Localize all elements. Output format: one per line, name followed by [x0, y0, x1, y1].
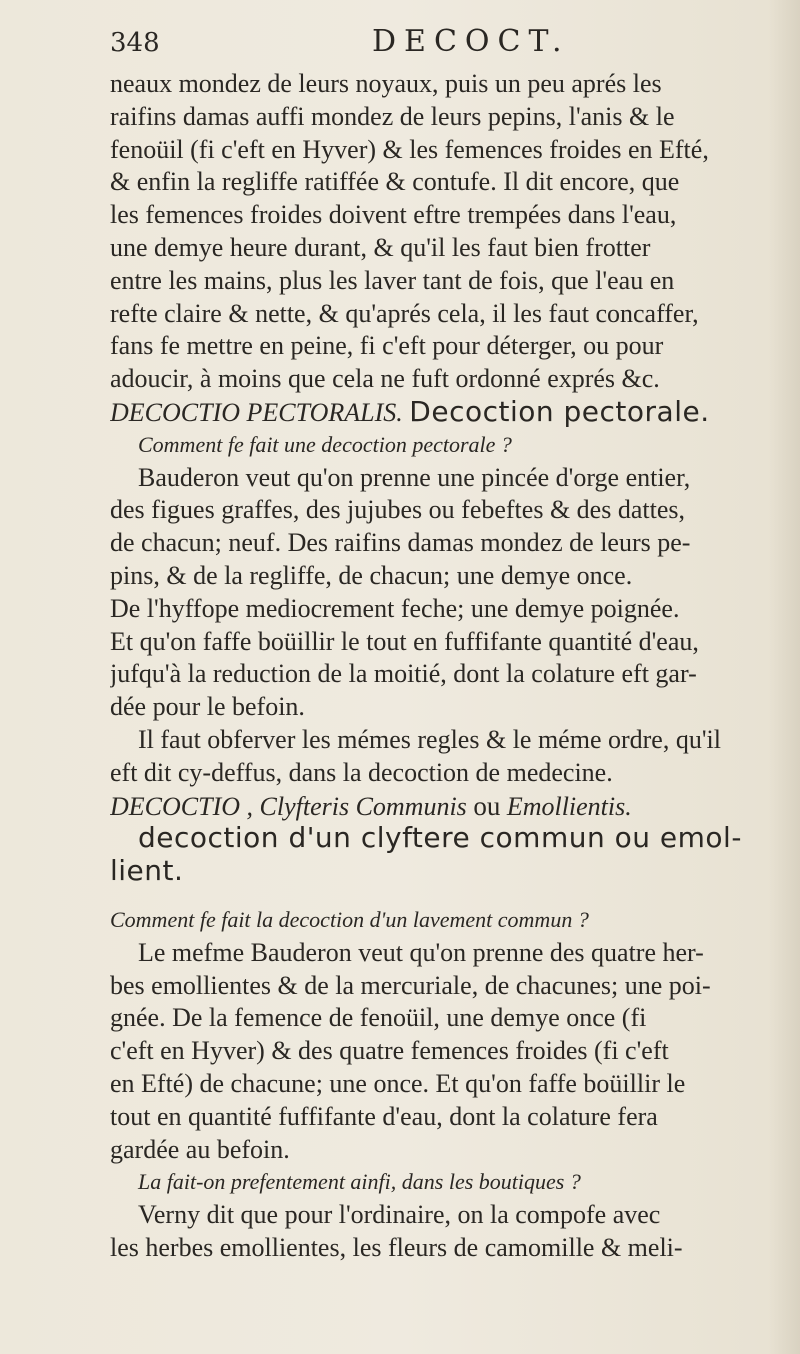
- text-line: une demye heure durant, & qu'il les faut bien frotter: [110, 232, 651, 262]
- text-line: Verny dit que pour l'ordinaire, on la compofe avec: [138, 1200, 661, 1230]
- text-line: tout en quantité fuffifante d'eau, dont la colature fera: [110, 1101, 658, 1131]
- text-line: Il faut obferver les mémes regles & le méme ordre, qu'il: [138, 724, 721, 754]
- text-line: raifins damas auffi mondez de leurs pepins, l'anis & le: [110, 101, 675, 131]
- text-line: Et qu'on faffe boüillir le tout en fuffifante quantité d'eau,: [110, 626, 699, 656]
- text-line: pins, & de la regliffe, de chacun; une demye once.: [110, 560, 633, 590]
- text-line: les herbes emollientes, les fleurs de camomille & meli-: [110, 1232, 683, 1262]
- text-line: adoucir, à moins que cela ne fuft ordonné exprés &c.: [110, 364, 660, 394]
- heading-latin-end: Emollientis.: [506, 791, 632, 821]
- question-line: La fait-on prefentement ainfi, dans les boutiques ?: [138, 1169, 581, 1195]
- text-line: Bauderon veut qu'on prenne une pincée d'orge entier,: [138, 462, 691, 492]
- text-line: gardée au befoin.: [110, 1134, 290, 1164]
- text-line: eft dit cy-deffus, dans la decoction de medecine.: [110, 757, 613, 787]
- running-title: DECOCT.: [372, 24, 570, 59]
- section-heading: [110, 396, 792, 429]
- text-line: refte claire & nette, & qu'aprés cela, il les faut concaffer,: [110, 298, 699, 328]
- text-line: Le mefme Bauderon veut qu'on prenne des quatre her-: [138, 937, 704, 967]
- text-line: De l'hyffope mediocrement feche; une demye poignée.: [110, 593, 680, 623]
- text-line: neaux mondez de leurs noyaux, puis un peu aprés les: [110, 69, 662, 98]
- text-line: de chacun; neuf. Des raifins damas mondez de leurs pe-: [110, 528, 691, 558]
- text-line: jufqu'à la reduction de la moitié, dont la colature eft gar-: [110, 659, 697, 689]
- heading-french: decoction d'un clyftere commun ou emol-: [138, 822, 742, 855]
- text-line: les femences froides doivent eftre trempées dans l'eau,: [110, 200, 677, 230]
- heading-french: Decoction pectorale.: [409, 395, 710, 428]
- text-line: des figues graffes, des jujubes ou febeftes & des dattes,: [110, 495, 685, 525]
- text-line: & enfin la regliffe ratiffée & contufe. Il dit encore, que: [110, 167, 680, 197]
- text-line: en Efté) de chacune; une once. Et qu'on faffe boüillir le: [110, 1068, 686, 1098]
- text-line: entre les mains, plus les laver tant de fois, que l'eau en: [110, 265, 675, 295]
- text-line: bes emollientes & de la mercuriale, de chacunes; une poi-: [110, 970, 711, 1000]
- heading-french: lient.: [110, 855, 184, 888]
- text-line: dée pour le befoin.: [110, 692, 305, 722]
- heading-latin: DECOCTIO PECTORALIS.: [110, 397, 403, 427]
- section-heading: [110, 790, 792, 823]
- page-number: 348: [110, 28, 160, 58]
- text-line: c'eft en Hyver) & des quatre femences froides (fi c'eft: [110, 1036, 669, 1066]
- text-line: gnée. De la femence de fenoüil, une demye once (fi: [110, 1003, 647, 1033]
- text-line: fans fe mettre en peine, fi c'eft pour déterger, ou pour: [110, 331, 664, 361]
- heading-connector: ou: [473, 790, 501, 821]
- heading-latin: DECOCTIO , Clyfteris Communis: [110, 791, 467, 821]
- body-text: [110, 68, 792, 1265]
- text-line: fenoüil (fi c'eft en Hyver) & les femences froides en Efté,: [110, 134, 709, 164]
- question-line: Comment fe fait la decoction d'un lavement commun ?: [110, 906, 589, 932]
- page-header: [110, 22, 750, 62]
- question-line: Comment fe fait une decoction pectorale ?: [138, 431, 512, 457]
- spacer: [110, 888, 792, 904]
